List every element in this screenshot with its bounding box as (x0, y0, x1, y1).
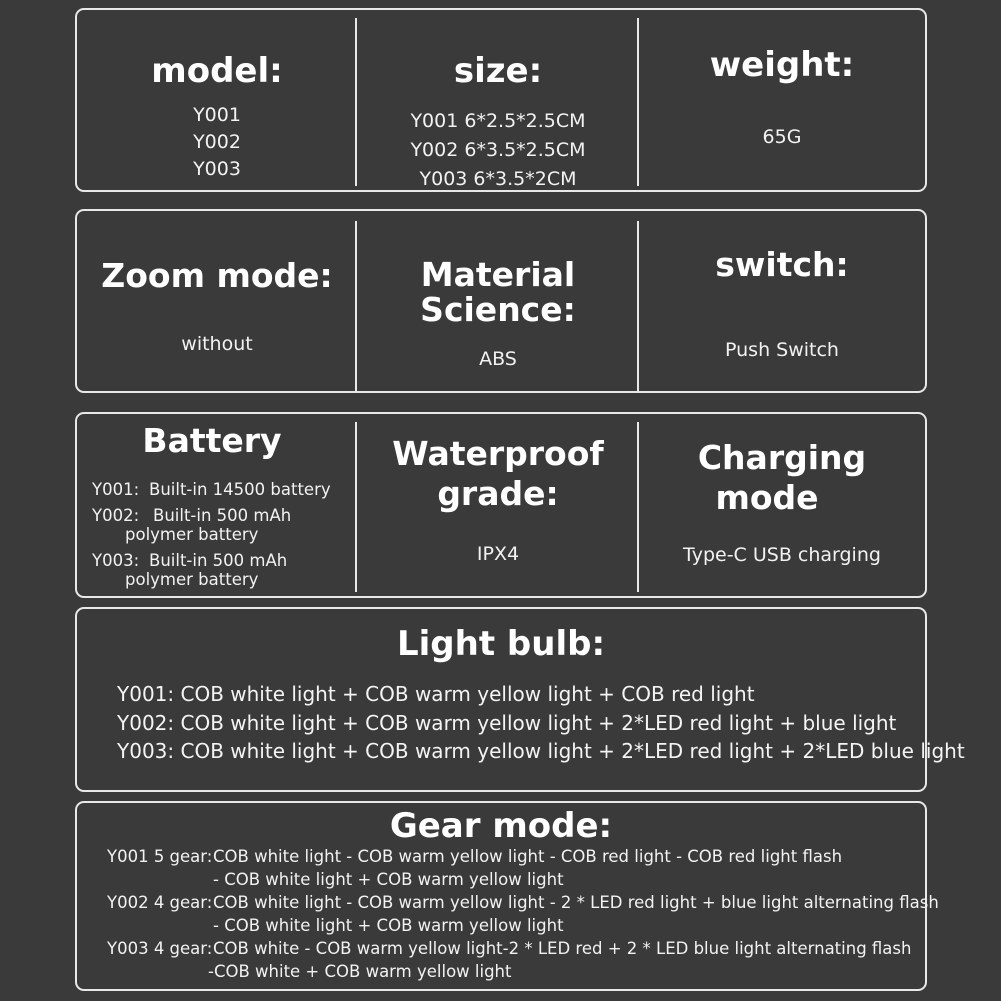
light-bulb-title: Light bulb: (396, 624, 606, 664)
waterproof-title-line: grade: (437, 474, 559, 513)
gear-text: COB white light - COB warm yellow light - 2 * LED red light + blue light alternating flash (213, 893, 939, 912)
charging-title (639, 438, 925, 518)
battery-text: Built-in 14500 battery (149, 480, 331, 499)
switch-value: Push Switch (725, 339, 839, 361)
size-value: Y003 6*3.5*2CM (419, 168, 577, 190)
gear-label: Y002 4 gear: (107, 893, 213, 912)
gear-text: COB white light - COB warm yellow light - COB red light - COB red light flash (213, 847, 843, 866)
battery-text-cont: polymer battery (125, 525, 259, 544)
size-title: size: (453, 51, 543, 91)
model-cell (77, 10, 357, 190)
spec-panel-features (75, 209, 927, 393)
gear-text: - COB white light + COB warm yellow light (213, 870, 564, 889)
battery-text: Built-in 500 mAh (153, 506, 292, 525)
gear-text: COB white - COB warm yellow light-2 * LED red + 2 * LED blue light alternating flash (213, 939, 912, 958)
gear-mode-title: Gear mode: (389, 806, 613, 846)
waterproof-value: IPX4 (476, 543, 520, 565)
material-title-line: Material (420, 255, 576, 294)
gear-mode-panel (75, 801, 939, 991)
light-bulb-line: Y001: COB white light + COB warm yellow light + COB red light (117, 682, 755, 706)
zoom-cell (77, 211, 357, 391)
charging-cell (639, 414, 925, 596)
material-cell (357, 211, 639, 391)
size-cell (357, 10, 639, 190)
waterproof-title (357, 434, 639, 514)
battery-cell (77, 414, 357, 596)
material-value: ABS (479, 348, 517, 370)
switch-title: switch: (715, 245, 849, 284)
light-bulb-line: Y002: COB white light + COB warm yellow light + 2*LED red light + blue light (117, 711, 897, 735)
zoom-title: Zoom mode: (101, 256, 333, 295)
charging-value: Type-C USB charging (683, 544, 881, 566)
switch-cell (639, 211, 925, 391)
spec-panel-basic (75, 8, 927, 192)
battery-text: Built-in 500 mAh (149, 551, 288, 570)
spec-panel-power (75, 412, 927, 598)
battery-text-cont: polymer battery (125, 570, 259, 589)
battery-label: Y002: (92, 506, 140, 525)
size-values (357, 107, 639, 194)
model-values (77, 102, 357, 183)
weight-cell (639, 10, 925, 190)
gear-label: Y003 4 gear: (107, 939, 213, 958)
light-bulb-panel (75, 607, 965, 792)
waterproof-cell (357, 414, 639, 596)
waterproof-title-line: Waterproof (392, 434, 604, 473)
material-title (357, 257, 639, 327)
battery-title: Battery (142, 421, 282, 460)
model-value: Y002 (193, 131, 241, 153)
zoom-value: without (181, 333, 253, 355)
size-value: Y001 6*2.5*2.5CM (410, 110, 586, 132)
model-title: model: (151, 51, 283, 91)
charging-title-line: mode (715, 478, 819, 517)
battery-label: Y003: (92, 551, 140, 570)
weight-title: weight: (709, 45, 855, 85)
model-value: Y003 (193, 158, 241, 180)
size-value: Y002 6*3.5*2.5CM (410, 139, 586, 161)
material-title-line: Science: (420, 290, 576, 329)
light-bulb-line: Y003: COB white light + COB warm yellow light + 2*LED red light + 2*LED blue light (117, 739, 965, 763)
weight-value: 65G (762, 126, 802, 148)
charging-title-line: Charging (697, 438, 867, 477)
battery-label: Y001: (92, 480, 140, 499)
gear-label: Y001 5 gear: (107, 847, 213, 866)
gear-text: - COB white light + COB warm yellow light (213, 916, 564, 935)
model-value: Y001 (193, 104, 241, 126)
gear-text: -COB white + COB warm yellow light (208, 962, 512, 981)
